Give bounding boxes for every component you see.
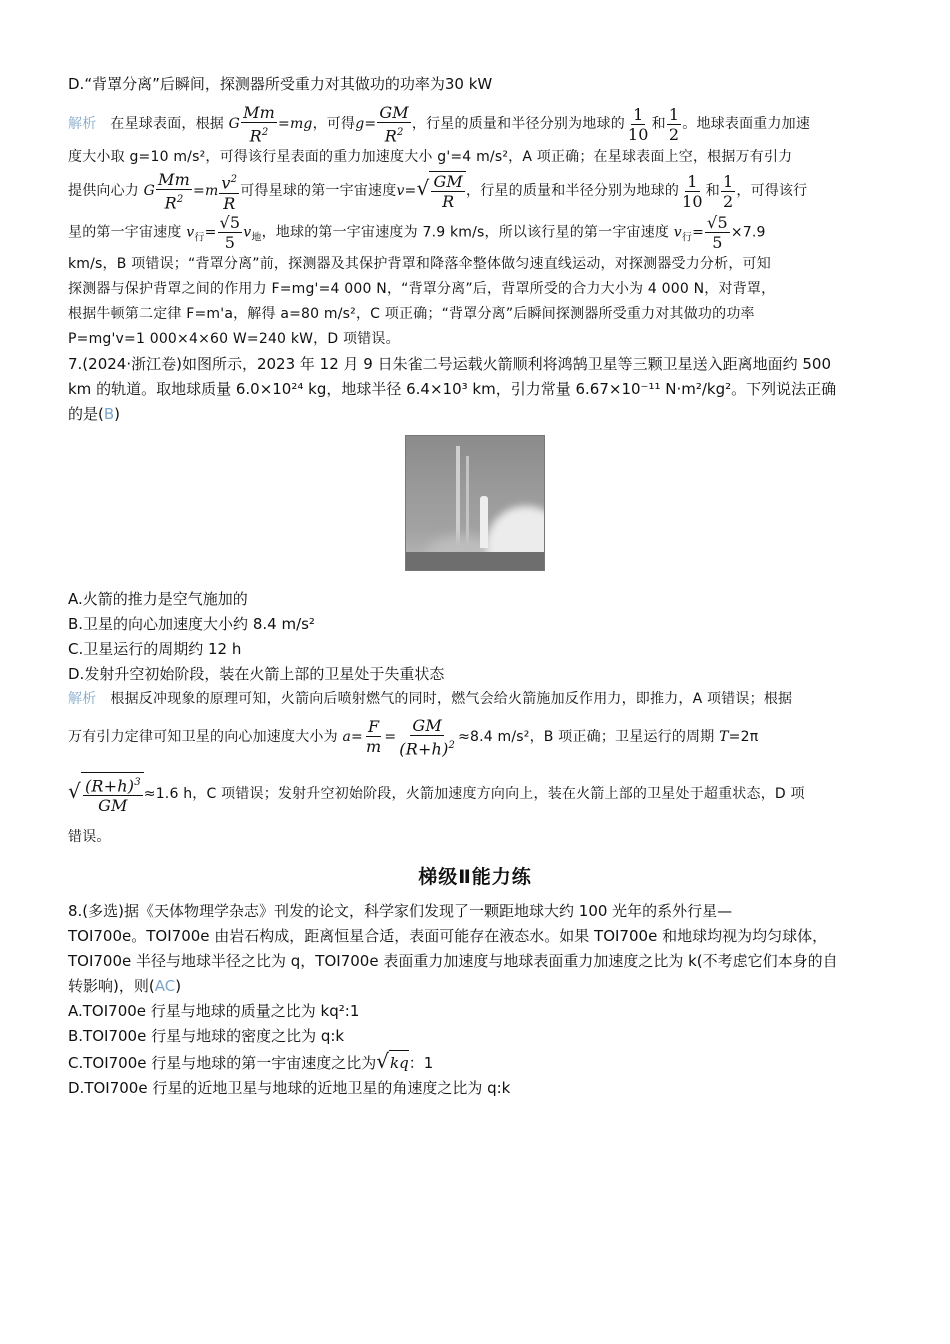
q8-stem-line-3: TOI700e 半径与地球半径之比为 q，TOI700e 表面重力加速度与地球表面重力加速度之比为 k(不考虑它们本身的自	[68, 952, 838, 971]
q7-stem-line-1: 7.(2024·浙江卷)如图所示，2023 年 12 月 9 日朱雀二号运载火箭顺利将鸿鹄卫星等三颗卫星送入距离地面约 500	[68, 354, 832, 373]
rocket-launch-photo	[405, 435, 545, 571]
formula-frac: $\frac{F}{m}$	[365, 717, 382, 757]
formula-frac: $\frac{Mm}{R^2}$	[243, 103, 276, 146]
q6-analysis-line-8: P=mg'v=1 000×4×60 W=240 kW，D 项错误。	[68, 330, 400, 347]
formula-frac: $\frac{1}{10}$	[627, 104, 649, 144]
q6-analysis-line-5: km/s，B 项错误；“背罩分离”前，探测器及其保护背罩和降落伞整体做匀速直线运动，对探测器受力分析，可知	[68, 255, 771, 272]
q7-analysis-line-2: 万有引力定律可知卫星的向心加速度大小为 a= $\frac{F}{m}$ = $\frac{GM}{(R+h)^2}$ ≈8.4 m/s²，B 项正确；卫星运行的周期 T=2π	[68, 715, 759, 758]
formula-frac: $\frac{Mm}{R^2}$	[158, 170, 191, 213]
q8-stem-line-2: TOI700e。TOI700e 由岩石构成，距离恒星合适，表面可能存在液态水。如果 TOI700e 和地球均视为均匀球体，	[68, 927, 828, 946]
q6-analysis-line-3: 提供向心力 G $\frac{Mm}{R^2}$ =m $\frac{v^2}{R}$ 可得星球的第一宇宙速度v=√ $\frac{GM}{R}$ ，行星的质量和半径分别为地球的 $\frac{1}{10}$ 和 $\frac{1}{2}$ ，可得该行	[68, 170, 808, 213]
formula-frac: $\frac{1}{2}$	[668, 104, 680, 144]
section-title: 梯级Ⅱ能力练	[418, 866, 532, 889]
q8-stem-line-1: 8.(多选)据《天体物理学杂志》刊发的论文，科学家们发现了一颗距地球大约 100 光年的系外行星—	[68, 902, 733, 921]
q7-stem-line-2: km 的轨道。取地球质量 6.0×10²⁴ kg，地球半径 6.4×10³ km，引力常量 6.67×10⁻¹¹ N·m²/kg²。下列说法正确	[68, 379, 837, 398]
q6-analysis-line-6: 探测器与保护背罩之间的作用力 F=mg'=4 000 N，“背罩分离”后，背罩所受的合力大小为 4 000 N，对背罩，	[68, 280, 776, 297]
formula-frac: $\frac{√5}{5}$	[219, 212, 241, 252]
q7-option-d: D.发射升空初始阶段，装在火箭上部的卫星处于失重状态	[68, 664, 445, 683]
formula-frac: $\frac{GM}{(R+h)^2}$	[399, 715, 456, 758]
formula-frac: $\frac{GM}{R^2}$	[379, 103, 409, 146]
q6-analysis-line-2: 度大小取 g=10 m/s²，可得该行星表面的重力加速度大小 g'=4 m/s²，A 项正确；在星球表面上空，根据万有引力	[68, 149, 793, 166]
q6-analysis-line-7: 根据牛顿第二定律 F=m'a，解得 a=80 m/s²，C 项正确；“背罩分离”后瞬间探测器所受重力对其做功的功率	[68, 305, 755, 322]
formula-frac: $\frac{√5}{5}$	[707, 212, 728, 252]
formula-frac: $\frac{GM}{R}$	[433, 171, 464, 211]
formula-frac: $\frac{1}{2}$	[722, 171, 734, 211]
formula-frac: $\frac{1}{10}$	[682, 171, 703, 211]
rocket-icon	[480, 496, 488, 548]
q7-stem-line-3: 的是(B)	[68, 404, 121, 423]
q7-option-a: A.火箭的推力是空气施加的	[68, 589, 248, 608]
formula-frac: $\frac{v^2}{R}$	[219, 170, 239, 212]
q8-option-b: B.TOI700e 行星与地球的密度之比为 q:k	[68, 1027, 345, 1046]
q6-analysis-line-1: 解析 在星球表面，根据 G $\frac{Mm}{R^2}$ =mg，可得g= $\frac{GM}{R^2}$ ，行星的质量和半径分别为地球的 $\frac{1}{10}$ 和 $\frac{1}{2}$ 。地球表面重力加速	[68, 103, 811, 146]
q6-option-d: D.“背罩分离”后瞬间，探测器所受重力对其做功的功率为30 kW	[68, 75, 493, 93]
formula-frac: $\frac{(R+h)^3}{GM}$	[83, 773, 143, 815]
q6-analysis-line-4: 星的第一宇宙速度 $v_行=$ $\frac{√5}{5}$ $v_地$，地球的第一宇宙速度为 7.9 km/s，所以该行星的第一宇宙速度 $v_行=$ $\frac{√5}{5}$ ×7.9	[68, 212, 766, 252]
q8-option-d: D.TOI700e 行星的近地卫星与地球的近地卫星的角速度之比为 q:k	[68, 1079, 511, 1098]
q7-analysis-line-1: 解析 根据反冲现象的原理可知，火箭向后喷射燃气的同时，燃气会给火箭施加反作用力，即推力，A 项错误；根据	[68, 690, 793, 707]
q7-option-b: B.卫星的向心加速度大小约 8.4 m/s²	[68, 614, 315, 633]
q7-answer: B	[103, 404, 115, 423]
q8-answer: AC	[154, 977, 176, 996]
q7-option-c: C.卫星运行的周期约 12 h	[68, 639, 242, 658]
q7-analysis-line-4: 错误。	[68, 829, 111, 846]
q7-analysis-line-3: √ $\frac{(R+h)^3}{GM}$ ≈1.6 h，C 项错误；发射升空初始阶段，火箭加速度方向向上，装在火箭上部的卫星处于超重状态，D 项	[68, 772, 882, 815]
document-page	[68, 72, 882, 1101]
q8-option-a: A.TOI700e 行星与地球的质量之比为 kq²:1	[68, 1002, 360, 1021]
analysis-tag: 解析	[68, 116, 97, 133]
q8-option-c: C.TOI700e 行星与地球的第一宇宙速度之比为√kq：1	[68, 1049, 882, 1076]
q8-stem-line-4: 转影响)，则(AC)	[68, 977, 182, 996]
analysis-tag: 解析	[68, 690, 97, 707]
